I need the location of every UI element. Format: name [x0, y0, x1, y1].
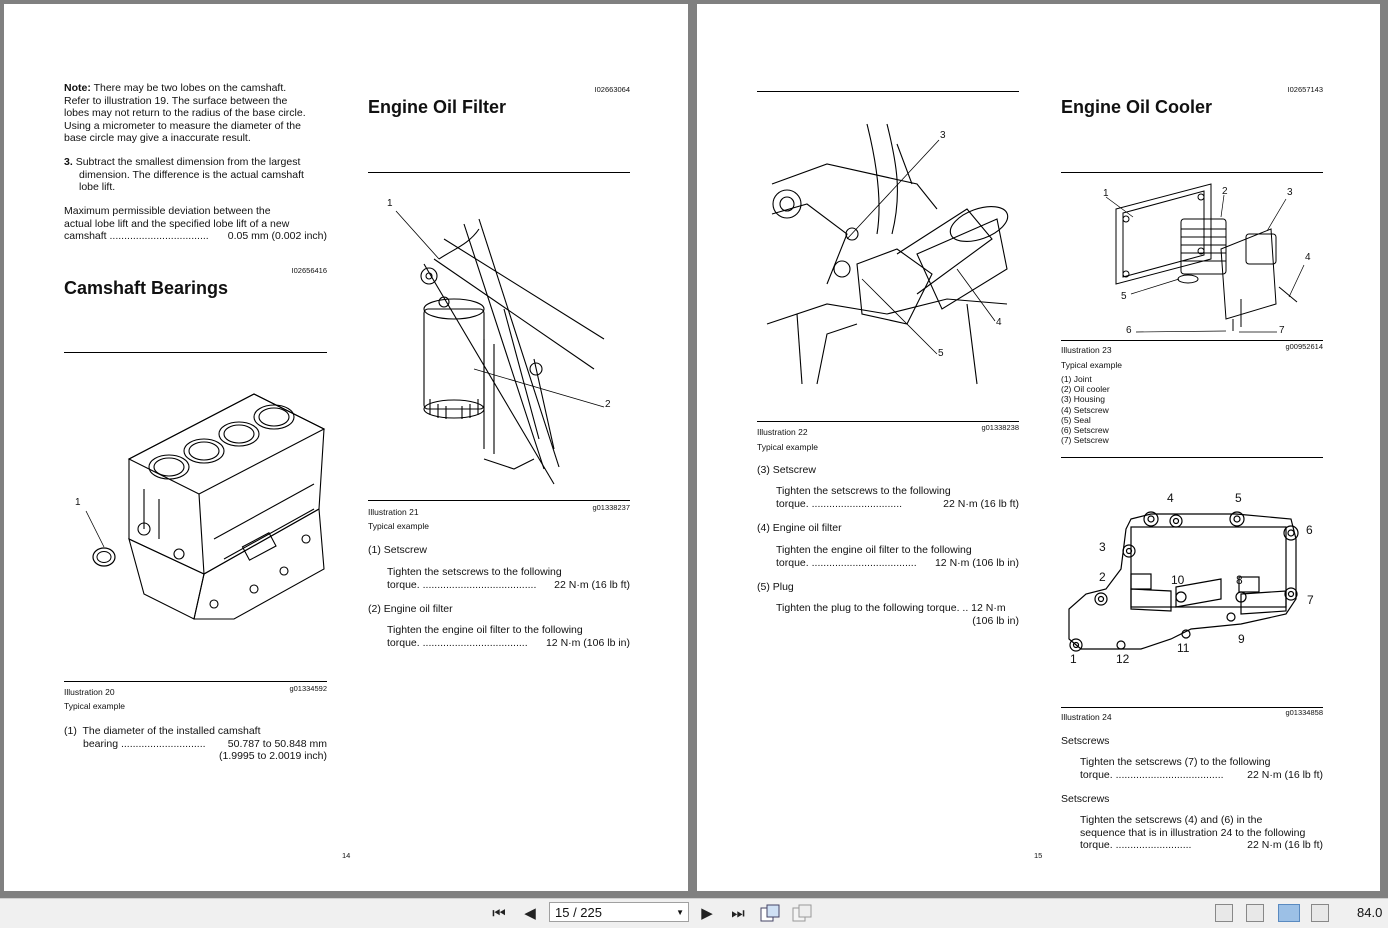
step-line: Subtract the smallest dimension from the largest [75, 156, 301, 168]
legend-item: (2) Oil cooler [1061, 384, 1110, 395]
callout-3: 3 [1099, 540, 1106, 554]
legend-item: (5) Seal [1061, 414, 1091, 425]
spec-value: 0.05 mm (0.002 inch) [227, 230, 327, 242]
illustration-22-oil-filter-setscrew [767, 124, 1027, 394]
section-code: I02657143 [1287, 85, 1323, 94]
illustration-label: Illustration 23 [1061, 345, 1112, 355]
illustration-21-oil-filter [384, 199, 614, 489]
illustration-code: g01338237 [592, 503, 630, 512]
callout-4: 4 [996, 317, 1002, 328]
spec-label: torque. ....................................... [387, 578, 537, 591]
illustration-24-tightening-sequence [1061, 499, 1323, 669]
spec-label: torque. .................................... [776, 556, 917, 569]
item-label: (1) [64, 725, 77, 737]
setscrews-4-6-spec [1080, 814, 1323, 852]
spec-value: (1.9995 to 2.0019 inch) [219, 750, 327, 762]
spec-label: torque. .......................... [1080, 839, 1192, 851]
spec-value: 22 N·m (16 lb ft) [1247, 839, 1323, 851]
spec-label: camshaft .................................. [64, 230, 209, 242]
callout-5: 5 [1121, 291, 1127, 302]
callout-7: 7 [1279, 325, 1285, 336]
illustration-caption: Typical example [1061, 360, 1122, 370]
callout-4: 4 [1305, 252, 1311, 263]
callout-8: 8 [1236, 573, 1243, 587]
legend-item: (3) Housing [1061, 394, 1105, 405]
page-indicator: 15 / 225 [555, 905, 602, 920]
callout-1: 1 [1103, 188, 1109, 199]
callout-1: 1 [1070, 652, 1077, 666]
spec-value: 12 N·m (106 lb in) [545, 636, 630, 649]
callout-2: 2 [605, 399, 611, 410]
first-page-icon[interactable]: ⏮ [492, 904, 506, 922]
page-number-select[interactable] [549, 902, 689, 922]
callout-3: 3 [1287, 187, 1293, 198]
illustration-caption: Typical example [368, 521, 429, 531]
fit-width-icon[interactable] [791, 903, 813, 923]
note-paragraph [64, 82, 329, 145]
note-line: base circle may give a inaccurate result. [64, 132, 251, 144]
item-heading: (2) Engine oil filter [368, 603, 453, 615]
callout-5: 5 [938, 348, 944, 359]
spec-value: (106 lb in) [972, 614, 1019, 627]
item-heading: Setscrews [1061, 793, 1110, 805]
document-page-right [697, 4, 1380, 891]
document-page-left [4, 4, 688, 891]
item-heading: (3) Setscrew [757, 464, 816, 476]
illustration-code: g00952614 [1285, 342, 1323, 351]
note-line: Refer to illustration 19. The surface between the [64, 94, 288, 107]
section-title-camshaft-bearings: Camshaft Bearings [64, 278, 229, 298]
section-title-engine-oil-filter: Engine Oil Filter [368, 97, 507, 117]
item-heading: (4) Engine oil filter [757, 522, 842, 534]
page-number: 15 [1034, 851, 1043, 860]
illustration-20-engine-block [84, 389, 334, 639]
last-page-icon[interactable]: ⏭ [731, 904, 745, 922]
callout-6: 6 [1126, 325, 1132, 336]
spec-line: sequence that is in illustration 24 to the following [1080, 826, 1306, 839]
legend-item: (1) Joint [1061, 374, 1092, 384]
section-code: I02663064 [594, 85, 630, 94]
spec-value: 22 N·m (16 lb ft) [1247, 768, 1323, 781]
spec-value: 12 N·m (106 lb in) [934, 556, 1019, 569]
filter-spec [387, 624, 630, 649]
callout-10: 10 [1171, 573, 1185, 587]
illustration-label: Illustration 21 [368, 507, 419, 517]
spec-line: Tighten the setscrews to the following [776, 485, 951, 497]
spec-line: Tighten the setscrews to the following [387, 566, 562, 578]
spec-line: Tighten the engine oil filter to the following [776, 544, 972, 556]
two-page-view-icon[interactable] [1278, 904, 1300, 922]
step-line: lobe lift. [79, 181, 116, 193]
illustration-label: Illustration 20 [64, 687, 115, 697]
callout-2: 2 [1222, 186, 1228, 197]
page-number: 14 [342, 851, 351, 860]
spec-label: torque. ............................... [776, 497, 903, 510]
setscrew-spec [387, 566, 630, 591]
spec-line: Tighten the plug to the following torque. .. 12 N·m [776, 602, 1006, 614]
callout-4: 4 [1167, 491, 1174, 505]
step-number: 3. [64, 156, 73, 168]
spec-value: 22 N·m (16 lb ft) [554, 578, 630, 591]
spec-label: bearing ............................. [83, 737, 206, 750]
viewer-toolbar [0, 898, 1388, 928]
spec-label: torque. .................................... [387, 636, 528, 649]
illustration-caption: Typical example [757, 442, 818, 452]
callout-12: 12 [1116, 652, 1130, 666]
note-line: Using a micrometer to measure the diameter of the [64, 119, 301, 132]
item-heading: Setscrews [1061, 735, 1110, 747]
illustration-code: g01338238 [981, 423, 1019, 432]
filter-4-spec [776, 544, 1019, 569]
legend-item: (4) Setscrew [1061, 404, 1109, 415]
item-heading: (1) Setscrew [368, 544, 427, 556]
prev-page-icon[interactable]: ◀ [524, 905, 536, 922]
note-line: lobes may not return to the radius of the base circle. [64, 107, 306, 119]
next-page-icon[interactable]: ▶ [701, 905, 713, 922]
illustration-caption: Typical example [64, 701, 125, 711]
callout-11: 11 [1177, 641, 1190, 655]
fit-page-icon[interactable] [759, 903, 781, 923]
note-line: There may be two lobes on the camshaft. [93, 82, 287, 94]
callout-3: 3 [940, 130, 946, 141]
spec-value: 22 N·m (16 lb ft) [943, 497, 1019, 510]
callout-1: 1 [75, 497, 81, 508]
setscrew-3-spec [776, 485, 1019, 510]
callout-9: 9 [1238, 632, 1245, 646]
chevron-down-icon: ▼ [676, 908, 684, 917]
item-heading: (5) Plug [757, 581, 794, 593]
step-line: dimension. The difference is the actual camshaft [79, 168, 304, 181]
step-3 [64, 156, 329, 194]
legend-item: (7) Setscrew [1061, 435, 1109, 446]
section-title-engine-oil-cooler: Engine Oil Cooler [1061, 97, 1213, 117]
continuous-view-icon[interactable] [1246, 904, 1264, 922]
two-page-continuous-view-icon[interactable] [1311, 904, 1329, 922]
spec-line: Maximum permissible deviation between the [64, 205, 271, 217]
item-1-spec [64, 725, 327, 763]
section-code: I02656416 [291, 266, 327, 275]
illustration-label: Illustration 24 [1061, 712, 1112, 722]
illustration-23-legend [1061, 374, 1110, 445]
spec-line: Tighten the setscrews (7) to the following [1080, 756, 1271, 768]
callout-6: 6 [1306, 523, 1313, 537]
plug-5-spec [776, 602, 1019, 627]
item-line: The diameter of the installed camshaft [82, 725, 261, 737]
illustration-label: Illustration 22 [757, 427, 808, 437]
setscrews-7-spec [1080, 756, 1323, 781]
spec-line: actual lobe lift and the specified lobe lift of a new [64, 217, 290, 230]
illustration-code: g01334592 [289, 684, 327, 693]
note-label: Note: [64, 82, 91, 94]
spec-value: 50.787 to 50.848 mm [227, 737, 327, 750]
zoom-level[interactable]: 84.0 [1357, 905, 1383, 920]
callout-2: 2 [1099, 570, 1106, 584]
illustration-code: g01334858 [1285, 708, 1323, 717]
callout-5: 5 [1235, 491, 1242, 505]
callout-7: 7 [1307, 593, 1314, 607]
callout-1: 1 [387, 198, 393, 209]
single-page-view-icon[interactable] [1215, 904, 1233, 922]
spec-line: Tighten the engine oil filter to the following [387, 624, 583, 636]
spec-line: Tighten the setscrews (4) and (6) in the [1080, 814, 1263, 826]
legend-item: (6) Setscrew [1061, 425, 1109, 436]
spec-label: torque. ..................................... [1080, 768, 1224, 781]
max-deviation-spec [64, 205, 327, 243]
illustration-23-oil-cooler-exploded [1061, 179, 1323, 339]
